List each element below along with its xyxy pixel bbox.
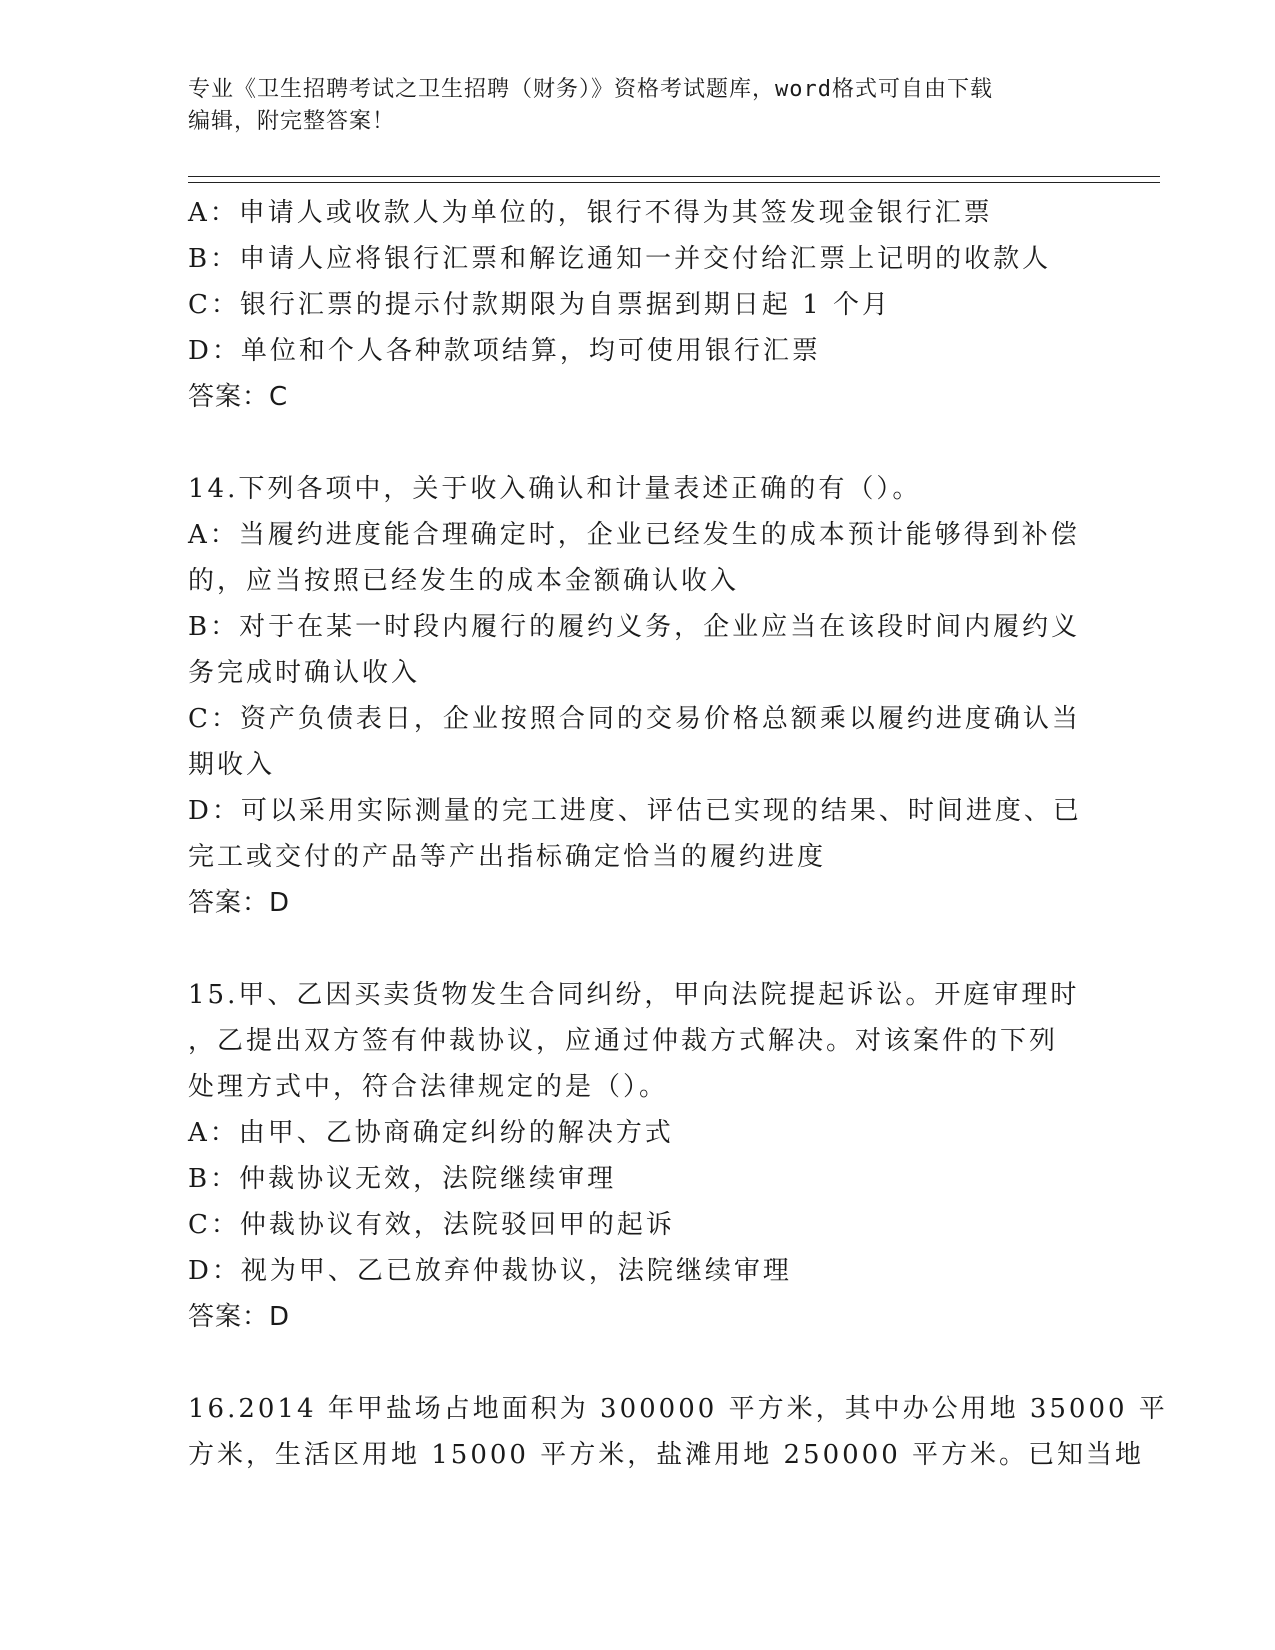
answer: 答案：C xyxy=(188,382,289,412)
option-a: A：由甲、乙协商确定纠纷的解决方式 xyxy=(188,1118,674,1148)
option-d: D：可以采用实际测量的完工进度、评估已实现的结果、时间进度、已 xyxy=(188,796,1082,826)
question-body xyxy=(188,190,1168,1478)
option-d: D：视为甲、乙已放弃仲裁协议，法院继续审理 xyxy=(188,1256,792,1286)
header-line-1: 专业《卫生招聘考试之卫生招聘（财务）》资格考试题库，word格式可自由下载 xyxy=(188,77,993,102)
option-c: C：资产负债表日，企业按照合同的交易价格总额乘以履约进度确认当 xyxy=(188,704,1081,734)
question-stem: 15.甲、乙因买卖货物发生合同纠纷，甲向法院提起诉讼。开庭审理时 xyxy=(188,980,1080,1010)
option-d: D：单位和个人各种款项结算，均可使用银行汇票 xyxy=(188,336,821,366)
spacer xyxy=(188,420,1088,466)
question-16 xyxy=(188,1386,1168,1478)
question-stem-cont: ，乙提出双方签有仲裁协议，应通过仲裁方式解决。对该案件的下列 xyxy=(188,1026,1059,1056)
option-a-cont: 的，应当按照已经发生的成本金额确认收入 xyxy=(188,566,740,596)
spacer xyxy=(188,926,1088,972)
header-divider-top xyxy=(188,176,1160,177)
option-b: B：申请人应将银行汇票和解讫通知一并交付给汇票上记明的收款人 xyxy=(188,244,1052,274)
option-b-cont: 务完成时确认收入 xyxy=(188,658,421,688)
option-a: A：申请人或收款人为单位的，银行不得为其签发现金银行汇票 xyxy=(188,198,993,228)
option-d-cont: 完工或交付的产品等产出指标确定恰当的履约进度 xyxy=(188,842,827,872)
document-header xyxy=(188,74,1068,138)
option-c: C：银行汇票的提示付款期限为自票据到期日起 1 个月 xyxy=(188,290,891,320)
option-a: A：当履约进度能合理确定时，企业已经发生的成本预计能够得到补偿 xyxy=(188,520,1080,550)
question-stem: 16.2014 年甲盐场占地面积为 300000 平方米，其中办公用地 35000 平 xyxy=(188,1394,1168,1424)
header-line-2: 编辑，附完整答案！ xyxy=(188,109,396,134)
question-stem-cont: 处理方式中，符合法律规定的是（）。 xyxy=(188,1072,669,1102)
question-stem: 14.下列各项中，关于收入确认和计量表述正确的有（）。 xyxy=(188,474,922,504)
option-c-cont: 期收入 xyxy=(188,750,276,780)
question-14 xyxy=(188,466,1088,926)
option-c: C：仲裁协议有效，法院驳回甲的起诉 xyxy=(188,1210,675,1240)
question-13 xyxy=(188,190,1088,420)
header-divider-bottom xyxy=(188,182,1160,183)
answer: 答案：D xyxy=(188,1302,291,1332)
question-15 xyxy=(188,972,1088,1340)
option-b: B：仲裁协议无效，法院继续审理 xyxy=(188,1164,617,1194)
question-stem-cont: 方米，生活区用地 15000 平方米，盐滩用地 250000 平方米。已知当地 xyxy=(188,1440,1145,1470)
answer: 答案：D xyxy=(188,888,291,918)
option-b: B：对于在某一时段内履行的履约义务，企业应当在该段时间内履约义 xyxy=(188,612,1081,642)
spacer xyxy=(188,1340,1088,1386)
